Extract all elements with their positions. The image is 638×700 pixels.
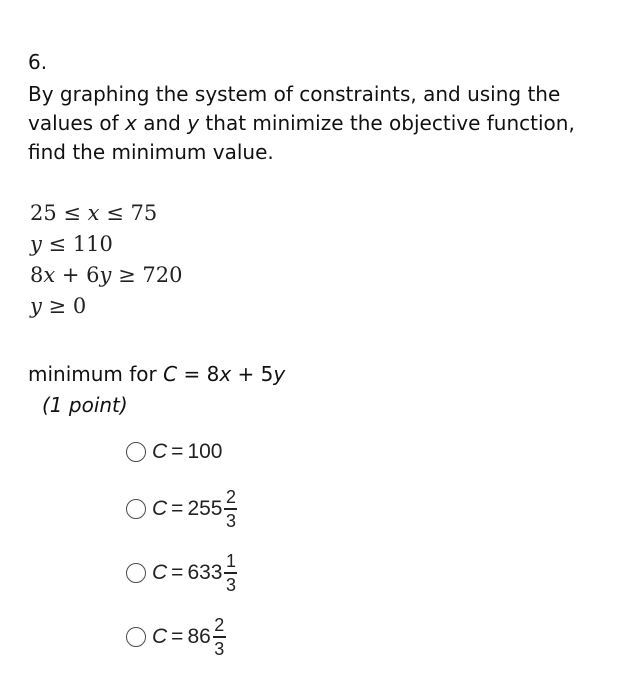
question-number: 6. [28,50,48,74]
choice-equals: = [171,497,184,520]
choice-value: 100 [187,440,223,463]
constraint-text: ≥ 720 [111,263,183,287]
fraction-denominator: 3 [225,574,236,595]
constraint-x-range [30,198,182,229]
answer-choice-4[interactable] [126,615,237,659]
fraction-bar [224,508,237,510]
choice-label [152,551,237,595]
choice-fraction [224,551,237,595]
answer-choice-1[interactable] [126,434,237,470]
choice-whole: 86 [187,625,211,648]
fraction-bar [213,636,226,638]
choice-equals: = [171,625,184,648]
constraint-var: y [30,232,42,256]
radio-button[interactable] [126,499,146,519]
constraint-text: ≥ 0 [41,294,87,318]
choice-whole: 255 [187,497,223,520]
prompt-var-x: x [125,111,137,135]
fraction-numerator: 2 [214,615,225,636]
constraint-text: 8 [30,263,44,287]
choice-fraction [213,615,226,659]
choice-label [152,440,222,464]
prompt-text-2: and [136,111,188,135]
point-value: (1 point) [42,393,128,417]
choice-var: C [152,625,168,648]
choice-equals: = [171,561,184,584]
fraction-denominator: 3 [214,638,225,659]
constraint-var: y [30,294,42,318]
constraint-text: ≤ 75 [99,201,158,225]
constraint-text: + 6 [55,263,100,287]
objective-text: = 8 [177,362,220,386]
constraint-var: x [43,263,56,287]
radio-button[interactable] [126,442,146,462]
choice-fraction [224,487,237,531]
choice-var: C [152,440,168,463]
constraint-text: ≤ 110 [41,232,113,256]
constraint-list [30,198,182,322]
answer-choice-2[interactable] [126,487,237,531]
choice-whole: 633 [187,561,223,584]
question-prompt [28,80,618,167]
constraint-var: x [87,201,100,225]
choice-label [152,615,226,659]
objective-var-y: y [273,362,286,386]
fraction-numerator: 1 [225,551,236,572]
answer-choices [126,434,237,682]
constraint-linear [30,260,182,291]
objective-var-x: x [219,362,232,386]
objective-function [28,360,285,388]
objective-var-c: C [163,362,178,386]
constraint-text: 25 ≤ [30,201,88,225]
radio-button[interactable] [126,627,146,647]
choice-var: C [152,561,168,584]
answer-choice-3[interactable] [126,551,237,595]
prompt-var-y: y [187,111,200,135]
constraint-y-max [30,229,182,260]
prompt-text-3: that minimize the objective function, find the minimum value. [28,111,575,164]
objective-text: + 5 [231,362,274,386]
objective-text: minimum for [28,362,164,386]
fraction-bar [224,572,237,574]
constraint-y-min [30,291,182,322]
choice-equals: = [171,440,184,463]
choice-label [152,487,237,531]
radio-button[interactable] [126,563,146,583]
prompt-text-1: By graphing the system of constraints, and using the values of [28,82,561,135]
choice-var: C [152,497,168,520]
constraint-var: y [99,263,112,287]
fraction-denominator: 3 [225,510,236,531]
fraction-numerator: 2 [225,487,236,508]
